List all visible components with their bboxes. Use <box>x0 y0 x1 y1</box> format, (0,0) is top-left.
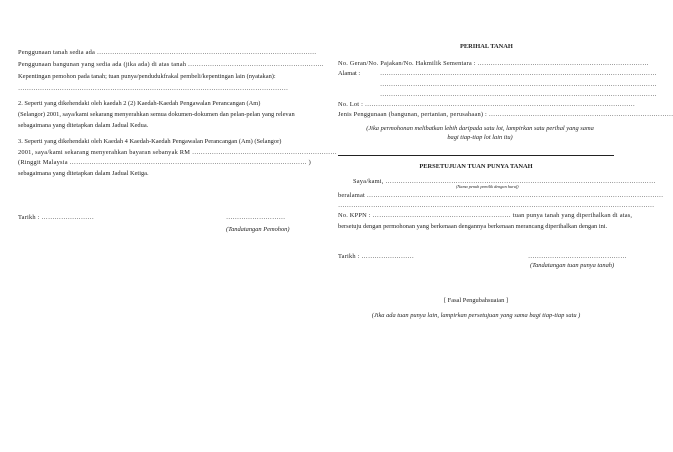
consent-statement: bersetuju dengan permohonan yang berkenaan dengannya berkenaan merancang diperihalkan dengan ini. <box>338 223 608 230</box>
clause-2-line-2: (Selangor) 2001, saya/kami sekarang menyerahkan semua dokumen-dokumen dan pelan-pelan yang relevan <box>18 111 295 118</box>
title-number-line: No. Geran/No. Pajakan/No. Hakmilik Sementara : …………………………………………………………………… <box>338 60 649 67</box>
applicant-interest-blank: …………………………………………………………………………………………………………… <box>18 85 289 92</box>
applicant-interest-line: Kepentingan pemohon pada tanah; tuan punya/pendudukfrakal pembeli/kepentingan lain (nyatakan): <box>18 73 276 80</box>
owner-signature-caption: (Tandatangan tuan punya tanah) <box>530 262 615 269</box>
multi-lot-note-line-2: bagi tiap-tiap lot lain itu) <box>447 134 513 141</box>
owner-signature-line: ……………………………………… <box>528 253 627 260</box>
land-particulars-title: PERIHAL TANAH <box>460 43 513 50</box>
applicant-date-field: Tarikh : …………………… <box>18 214 95 221</box>
clause-3-line-2: 2001, saya/kami sekarang menyerahkan bayaran sebanyak RM ………………………………………………………… <box>18 149 337 156</box>
land-use-type-line: Jenis Penggunaan (bangunan, pertanian, perusahaan) : ………………………………………………………………………… <box>338 111 673 118</box>
applicant-signature-line: ……………………… <box>226 214 286 221</box>
address-label: Alamat : <box>338 70 361 77</box>
applicant-signature-caption: (Tandatangan Pemohon) <box>226 226 290 233</box>
clause-2-line-3: sebagaimana yang ditetapkan dalam Jadual Kedua. <box>18 122 149 129</box>
owner-address-line: beralamat ……………………………………………………………………………………………………………………… <box>338 192 664 199</box>
lot-number-line: No. Lot : …………………………………………………………………………………………………………… <box>338 101 636 108</box>
multi-lot-note-line-1: (Jika permohonan melibatkan lebih daripada satu lot, lampirkan satu perihal yang sama <box>366 125 594 132</box>
clause-3-line-3: (Ringgit Malaysia ……………………………………………………………………………………………… ) <box>18 159 311 166</box>
section-divider <box>338 155 614 156</box>
clause-2-line-1: 2. Seperti yang dikehendaki oleh kaedah 2 (2) Kaedah-Kaedah Pengawalan Perancangan (Am) <box>18 100 261 107</box>
other-owners-note: (Jika ada tuan punya lain, lampirkan persetujuan yang sama bagi tiap-tiap satu ) <box>371 312 581 319</box>
existing-building-use-line: Penggunaan bangunan yang sedia ada (jika ada) di atas tanah …………………………………………………….. <box>18 61 324 68</box>
clause-3-line-4: sebagaimana yang ditetapkan dalam Jadual Ketiga. <box>18 170 149 177</box>
clause-3-line-1: 3. Seperti yang dikehendaki oleh Kaedah 4 Kaedah-Kaedah Pengawalan Perancangan (Am) (Selangor) <box>18 138 282 145</box>
kppn-number-line: No. KPPN : ……………………………………………………… tuan punya tanah yang diperihalkan di atas, <box>338 212 633 219</box>
owner-consent-title: PERSETUJUAN TUAN PUNYA TANAH <box>419 163 533 170</box>
address-line-2: ……………………………………………………………………………………………………………… <box>380 81 657 88</box>
owner-name-line: Saya/kami, …………………………………………………………………………………………………………… <box>353 178 656 185</box>
owner-name-caption: (Nama penuh pemilik dengan huruf) <box>456 184 519 189</box>
existing-land-use-line: Penggunaan tanah sedia ada ………………………………………………………………………………………. <box>18 49 317 56</box>
owner-date-field: Tarikh : …………………… <box>338 253 415 260</box>
owner-address-blank: ……………………………………………………………………………………………………………………………… <box>338 202 655 209</box>
address-line-3: ……………………………………………………………………………………………………………… <box>380 91 657 98</box>
address-line-1: ……………………………………………………………………………………………………………… <box>380 70 657 77</box>
amendment-clause-label: [ Fasal Pengubahsuaian ] <box>443 297 509 304</box>
